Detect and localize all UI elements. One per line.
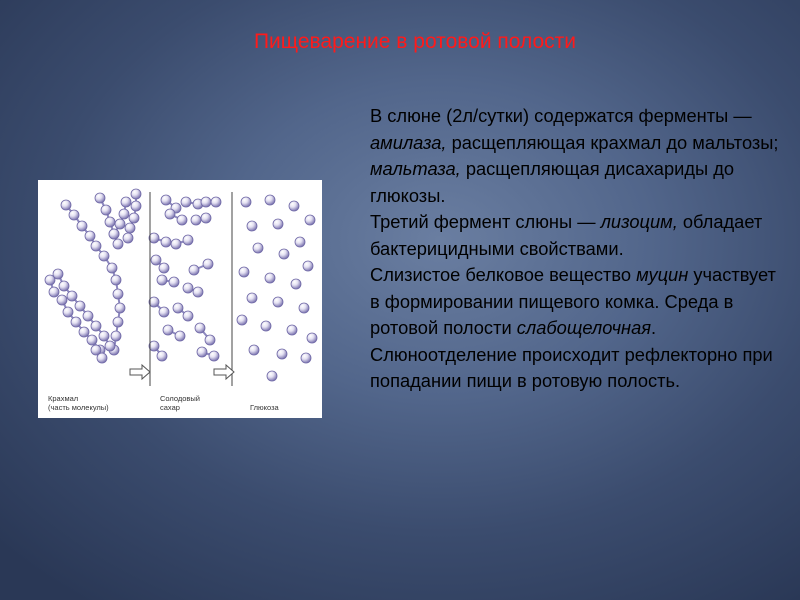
- glucose-molecule: [249, 345, 259, 355]
- glucose-molecule: [247, 221, 257, 231]
- maltose-pair-molecule: [169, 277, 179, 287]
- starch-chain-molecule: [131, 201, 141, 211]
- starch-chain-molecule: [115, 219, 125, 229]
- slide-title: Пищеварение в ротовой полости: [253, 30, 577, 53]
- glucose-molecule: [253, 243, 263, 253]
- maltose-pair-molecule: [183, 283, 193, 293]
- starch-chain-molecule: [123, 233, 133, 243]
- starch-chain-molecule: [125, 223, 135, 233]
- maltose-pair-molecule: [203, 259, 213, 269]
- maltose-pair-molecule: [173, 303, 183, 313]
- maltose-pair-molecule: [189, 265, 199, 275]
- starch-chain-molecule: [111, 331, 121, 341]
- starch-chain-molecule: [83, 311, 93, 321]
- maltose-pair-molecule: [177, 215, 187, 225]
- starch-chain-molecule: [91, 321, 101, 331]
- glucose-molecule: [305, 215, 315, 225]
- starch-chain-molecule: [59, 281, 69, 291]
- starch-chain-molecule: [99, 251, 109, 261]
- starch-chain-molecule: [69, 210, 79, 220]
- starch-chain-molecule: [95, 193, 105, 203]
- maltose-pair-molecule: [163, 325, 173, 335]
- arrow-right-icon: [130, 365, 150, 379]
- starch-chain-molecule: [77, 221, 87, 231]
- maltose-pair-molecule: [197, 347, 207, 357]
- maltose-pair-molecule: [159, 263, 169, 273]
- starch-chain-molecule: [113, 317, 123, 327]
- paragraph-saliva-enzymes: В слюне (2л/сутки) содержатся ферменты — амилаза, расщепляющая крахмал до мальтозы; мальтаза, расщепляющая дисахариды до глюкозы.: [370, 105, 779, 206]
- starch-chain-molecule: [107, 263, 117, 273]
- starch-chain-molecule: [119, 209, 129, 219]
- glucose-molecule: [237, 315, 247, 325]
- paragraph-lysozyme: Третий фермент слюны — лизоцим, обладает бактерицидными свойствами.: [370, 211, 763, 259]
- starch-chain-molecule: [91, 241, 101, 251]
- starch-chain-molecule: [131, 189, 141, 199]
- glucose-molecule: [265, 195, 275, 205]
- starch-chain-molecule: [61, 200, 71, 210]
- maltose-pair-molecule: [165, 209, 175, 219]
- starch-chain-molecule: [85, 231, 95, 241]
- maltose-pair-molecule: [193, 287, 203, 297]
- maltose-label: Солодовый сахар: [160, 394, 201, 412]
- glucose-label: Глюкоза: [250, 403, 279, 412]
- starch-chain-molecule: [49, 287, 59, 297]
- glucose-molecule: [299, 303, 309, 313]
- maltose-pair-molecule: [159, 307, 169, 317]
- maltose-pair-molecule: [157, 275, 167, 285]
- maltose-pair-molecule: [175, 331, 185, 341]
- glucose-molecule: [277, 349, 287, 359]
- digestion-diagram: [38, 180, 322, 418]
- glucose-molecule: [265, 273, 275, 283]
- starch-chain-molecule: [105, 217, 115, 227]
- starch-chain-molecule: [105, 341, 115, 351]
- starch-chain-molecule: [113, 239, 123, 249]
- maltose-pair-molecule: [205, 335, 215, 345]
- maltose-pair-molecule: [161, 237, 171, 247]
- molecules-svg: [38, 180, 322, 418]
- maltose-pair-molecule: [151, 255, 161, 265]
- glucose-molecule: [307, 333, 317, 343]
- glucose-molecule: [261, 321, 271, 331]
- glucose-molecule: [239, 267, 249, 277]
- glucose-molecule: [241, 197, 251, 207]
- glucose-molecule: [273, 297, 283, 307]
- starch-chain-molecule: [115, 303, 125, 313]
- maltose-pair-molecule: [161, 195, 171, 205]
- glucose-molecule: [273, 219, 283, 229]
- glucose-molecule: [247, 293, 257, 303]
- slide-body-text: [370, 103, 790, 395]
- maltose-pair-molecule: [209, 351, 219, 361]
- glucose-molecule: [289, 201, 299, 211]
- arrow-right-icon: [214, 365, 234, 379]
- starch-chain-molecule: [67, 291, 77, 301]
- starch-chain-molecule: [71, 317, 81, 327]
- glucose-molecule: [287, 325, 297, 335]
- glucose-molecule: [303, 261, 313, 271]
- glucose-molecule: [295, 237, 305, 247]
- starch-chain-molecule: [45, 275, 55, 285]
- paragraph-salivation: Слюноотделение происходит рефлекторно при попадании пищи в ротовую полость.: [370, 343, 773, 391]
- starch-chain-molecule: [101, 205, 111, 215]
- maltose-pair-molecule: [191, 215, 201, 225]
- starch-chain-molecule: [129, 213, 139, 223]
- glucose-molecule: [301, 353, 311, 363]
- maltose-pair-molecule: [201, 197, 211, 207]
- glucose-molecule: [267, 371, 277, 381]
- maltose-pair-molecule: [201, 213, 211, 223]
- maltose-pair-molecule: [183, 235, 193, 245]
- starch-chain-molecule: [113, 289, 123, 299]
- glucose-molecule: [291, 279, 301, 289]
- starch-chain-molecule: [111, 275, 121, 285]
- starch-chain-molecule: [75, 301, 85, 311]
- maltose-pair-molecule: [183, 311, 193, 321]
- starch-chain-molecule: [57, 295, 67, 305]
- maltose-pair-molecule: [181, 197, 191, 207]
- maltose-pair-molecule: [157, 351, 167, 361]
- starch-chain-molecule: [79, 327, 89, 337]
- maltose-pair-molecule: [211, 197, 221, 207]
- maltose-pair-molecule: [171, 239, 181, 249]
- starch-chain-molecule: [121, 197, 131, 207]
- starch-chain-molecule: [97, 353, 107, 363]
- starch-chain-molecule: [109, 229, 119, 239]
- paragraph-mucin: Слизистое белковое вещество муцин участвует в формировании пищевого комка. Среда в ротовой полости слабощелочная.: [370, 264, 776, 338]
- starch-chain-molecule: [63, 307, 73, 317]
- starch-chain-molecule: [87, 335, 97, 345]
- maltose-pair-molecule: [195, 323, 205, 333]
- starch-chain-molecule: [99, 331, 109, 341]
- starch-label: Крахмал (часть молекулы): [48, 394, 109, 412]
- glucose-molecule: [279, 249, 289, 259]
